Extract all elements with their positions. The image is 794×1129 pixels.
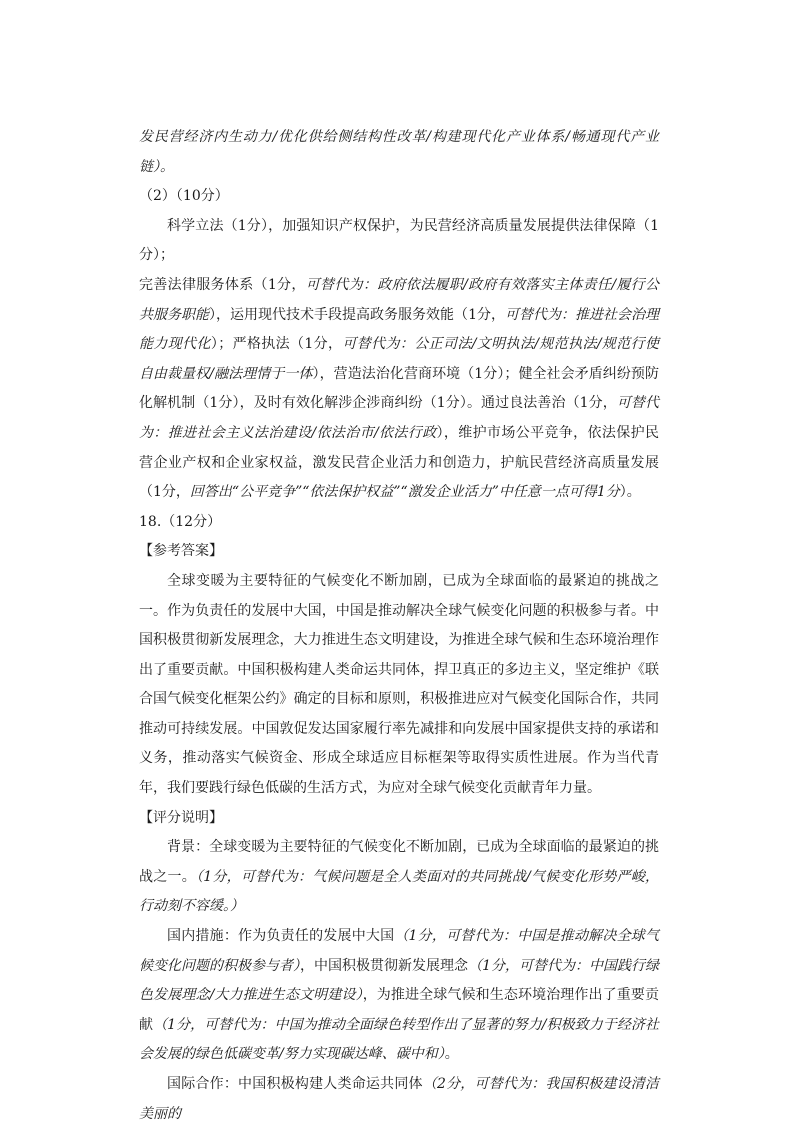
italic-note-text: （1分，可替代为：中国为推动全面绿色转型作出了显著的努力/积极致力于经济社会发展的绿色低碳变革/努力实现碳达峰、碳中和） — [139, 1016, 660, 1063]
italic-note-text: （1分，可替代为：中国是推动解决全球气候变化问题的积极参与者） — [139, 928, 660, 974]
body-text: 国际合作：中国积极构建人类命运共同体 — [167, 1076, 423, 1092]
body-text: 科学立法（1分），加强知识产权保护，为民营经济高质量发展提供法律保障（1分）； — [139, 217, 659, 264]
body-text: ），维护市场公平竞争，依法保护民营企业产权和企业家权益，激发民营企业活力和创造力，护航民营经济高质量发展（1分， — [139, 424, 659, 501]
italic-note-text: 可替代为：政府依法履职/政府有效落实主体责任/履行公共服务职能 — [139, 276, 659, 323]
body-text: 全球变暖为主要特征的气候变化不断加剧，已成为全球面临的最紧迫的挑战之一。作为负责任的发展中大国，中国是推动解决全球气候变化问题的积极参与者。中国积极贯彻新发展理念，大力推进生态文明建设，为推进全球气候和生态环境治理作出了重要贡献。中国积极构建人类命运共同体，捍卫真正的多边主义，坚定维护《联合国气候变化框架公约》确定的目标和原则，积极推进应对气候变化国际合作，共同推动可持续发展。中国敦促发达国家履行率先减排和向发展中国家提供支持的承诺和义务，推动落实气候资金、形成全球适应目标框架等取得实质性进展。作为当代青年，我们要践行绿色低碳的生活方式，为应对全球气候变化贡献青年力量。 — [139, 572, 659, 797]
paragraph — [139, 271, 659, 508]
paragraph — [139, 212, 659, 271]
italic-note-text: 可替代为：公正司法/文明执法/规范执法/规范行使自由裁量权/融法理情于一体 — [139, 336, 659, 382]
paragraph — [139, 537, 659, 567]
italic-note-text: （1分，可替代为：中国践行绿色发展理念/大力推进生态文明建设） — [139, 957, 659, 1004]
body-text: 。 — [444, 1046, 459, 1063]
body-text: 背景：全球变暖为主要特征的气候变化不断加剧，已成为全球面临的最紧迫的挑战之一。 — [139, 839, 659, 885]
paragraph — [139, 567, 659, 804]
paragraph — [139, 1070, 659, 1129]
body-text: 18.（12分） — [139, 513, 222, 530]
paragraph — [139, 804, 659, 834]
body-text: ），运用现代技术手段提高政务服务效能（1分， — [209, 306, 505, 323]
body-text: （2）（10分） — [139, 188, 229, 205]
paragraph — [139, 182, 659, 212]
italic-note-text: 回答出“公平竞争”“依法保护权益”“激发企业活力”中任意一点可得1分 — [189, 484, 620, 501]
body-text: 完善法律服务体系（1分， — [139, 276, 306, 293]
body-text: 国内措施：作为负责任的发展中大国 — [167, 928, 395, 945]
body-text: ，为推进全球气候和生态环境治理作出了重要贡献 — [139, 987, 660, 1033]
italic-note-text: （1分，可替代为：气候问题是全人类面对的共同挑战/气候变化形势严峻，行动刻不容缓。） — [139, 868, 659, 915]
italic-note-text: （2分，可替代为：我国积极建设清洁美丽的 — [139, 1076, 660, 1122]
italic-note-text: 可替代为：推进社会主义法治建设/依法治市/依法行政 — [139, 395, 659, 441]
body-text: ，中国积极贯彻新发展理念 — [300, 957, 469, 974]
paragraph — [139, 922, 659, 1070]
body-text: 【参考答案】 — [139, 543, 223, 560]
body-text: ），营造法治化营商环境（1分）；健全社会矛盾纠纷预防化解机制（1分），及时有效化解涉企涉商纠纷（1分）。通过良法善治（1分， — [139, 365, 659, 412]
paragraph — [139, 123, 659, 182]
body-text: ）。 — [619, 484, 641, 501]
answer-key-text — [139, 123, 659, 1129]
body-text: 【评分说明】 — [139, 809, 223, 826]
italic-note-text: 可替代为：推进社会治理能力现代化 — [139, 306, 660, 353]
body-text: ）；严格执法（1分， — [210, 336, 343, 353]
italic-note-text: 发民营经济内生动力/优化供给侧结构性改革/构建现代化产业体系/畅通现代产业链）。 — [139, 129, 659, 175]
paragraph — [139, 508, 659, 538]
paragraph — [139, 833, 659, 922]
